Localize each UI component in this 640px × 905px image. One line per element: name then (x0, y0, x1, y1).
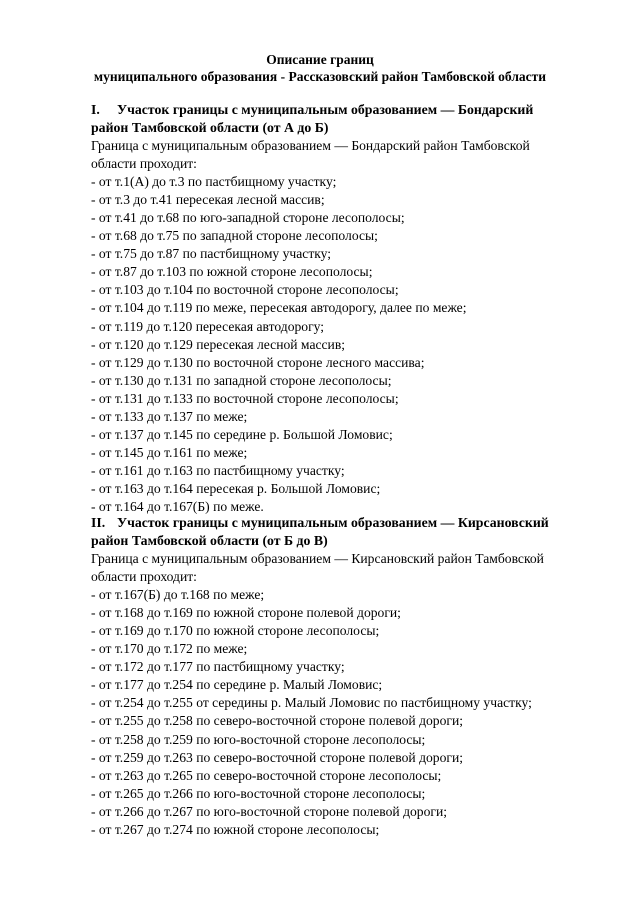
section-2-heading-text: Участок границы с муниципальным образованием — Кирсановский (117, 515, 549, 530)
list-item: - от т.163 до т.164 пересекая р. Большой Ломовис; (91, 481, 381, 497)
section-2-intro-line2: области проходит: (91, 568, 197, 584)
section-2 (91, 514, 621, 839)
document-subtitle: муниципального образования - Рассказовский район Тамбовской области (93, 69, 547, 84)
list-item: - от т.75 до т.87 по пастбищному участку; (91, 246, 332, 262)
list-item: - от т.167(Б) до т.168 по меже; (91, 586, 265, 602)
list-item: - от т.68 до т.75 по западной стороне лесополосы; (91, 228, 378, 244)
list-item: - от т.172 до т.177 по пастбищному участку; (91, 659, 345, 675)
list-item: - от т.255 до т.258 по северо-восточной стороне полевой дороги; (91, 713, 464, 729)
section-1-heading (91, 101, 621, 137)
list-item: - от т.177 до т.254 по середине р. Малый Ломовис; (91, 677, 383, 693)
section-2-intro (91, 550, 621, 586)
list-item: - от т.263 до т.265 по северо-восточной стороне лесополосы; (91, 767, 442, 783)
list-item: - от т.161 до т.163 по пастбищному участку; (91, 463, 345, 479)
section-2-items (91, 586, 621, 839)
section-2-intro-line1: Граница с муниципальным образованием — Кирсановский район Тамбовской (91, 550, 544, 566)
list-item: - от т.130 до т.131 по западной стороне лесополосы; (91, 372, 392, 388)
section-1-intro-line1: Граница с муниципальным образованием — Бондарский район Тамбовской (91, 137, 530, 153)
section-1-heading-text: Участок границы с муниципальным образованием — Бондарский (117, 102, 534, 117)
list-item: - от т.170 до т.172 по меже; (91, 641, 248, 657)
section-2-heading-line2: район Тамбовской области (от Б до В) (91, 532, 328, 548)
section-2-heading (91, 514, 621, 550)
section-2-number: II. (91, 515, 106, 530)
section-1-heading-line1 (91, 101, 621, 119)
document-title: Описание границ (266, 52, 374, 67)
section-1-intro-line2: области проходит: (91, 155, 197, 171)
list-item: - от т.104 до т.119 по меже, пересекая автодорогу, далее по меже; (91, 300, 467, 316)
list-item: - от т.103 до т.104 по восточной стороне лесополосы; (91, 282, 399, 298)
section-1 (91, 101, 621, 517)
list-item: - от т.254 до т.255 от середины р. Малый Ломовис по пастбищному участку; (91, 695, 532, 711)
list-item: - от т.168 до т.169 по южной стороне полевой дороги; (91, 604, 401, 620)
list-item: - от т.164 до т.167(Б) по меже. (91, 499, 264, 515)
list-item: - от т.145 до т.161 по меже; (91, 445, 248, 461)
list-item: - от т.258 до т.259 по юго-восточной стороне лесополосы; (91, 731, 426, 747)
section-1-intro (91, 137, 621, 173)
list-item: - от т.131 до т.133 по восточной стороне лесополосы; (91, 390, 399, 406)
list-item: - от т.41 до т.68 по юго-западной стороне лесополосы; (91, 209, 405, 225)
section-1-heading-line2: район Тамбовской области (от А до Б) (91, 119, 329, 135)
list-item: - от т.1(А) до т.3 по пастбищному участку; (91, 173, 337, 189)
list-item: - от т.169 до т.170 по южной стороне лесополосы; (91, 622, 380, 638)
list-item: - от т.266 до т.267 по юго-восточной стороне полевой дороги; (91, 803, 448, 819)
section-1-number: I. (91, 102, 100, 117)
section-2-heading-line1 (91, 514, 621, 532)
list-item: - от т.87 до т.103 по южной стороне лесополосы; (91, 264, 373, 280)
list-item: - от т.259 до т.263 по северо-восточной стороне полевой дороги; (91, 749, 464, 765)
list-item: - от т.120 до т.129 пересекая лесной массив; (91, 336, 346, 352)
section-1-items (91, 173, 621, 517)
list-item: - от т.267 до т.274 по южной стороне лесополосы; (91, 822, 380, 837)
list-item: - от т.133 до т.137 по меже; (91, 409, 248, 424)
list-item: - от т.137 до т.145 по середине р. Большой Ломовис; (91, 427, 393, 443)
list-item: - от т.119 до т.120 пересекая автодорогу; (91, 318, 325, 334)
list-item: - от т.3 до т.41 пересекая лесной массив; (91, 191, 325, 207)
list-item: - от т.129 до т.130 по восточной стороне лесного массива; (91, 354, 425, 370)
list-item: - от т.265 до т.266 по юго-восточной стороне лесополосы; (91, 785, 426, 801)
